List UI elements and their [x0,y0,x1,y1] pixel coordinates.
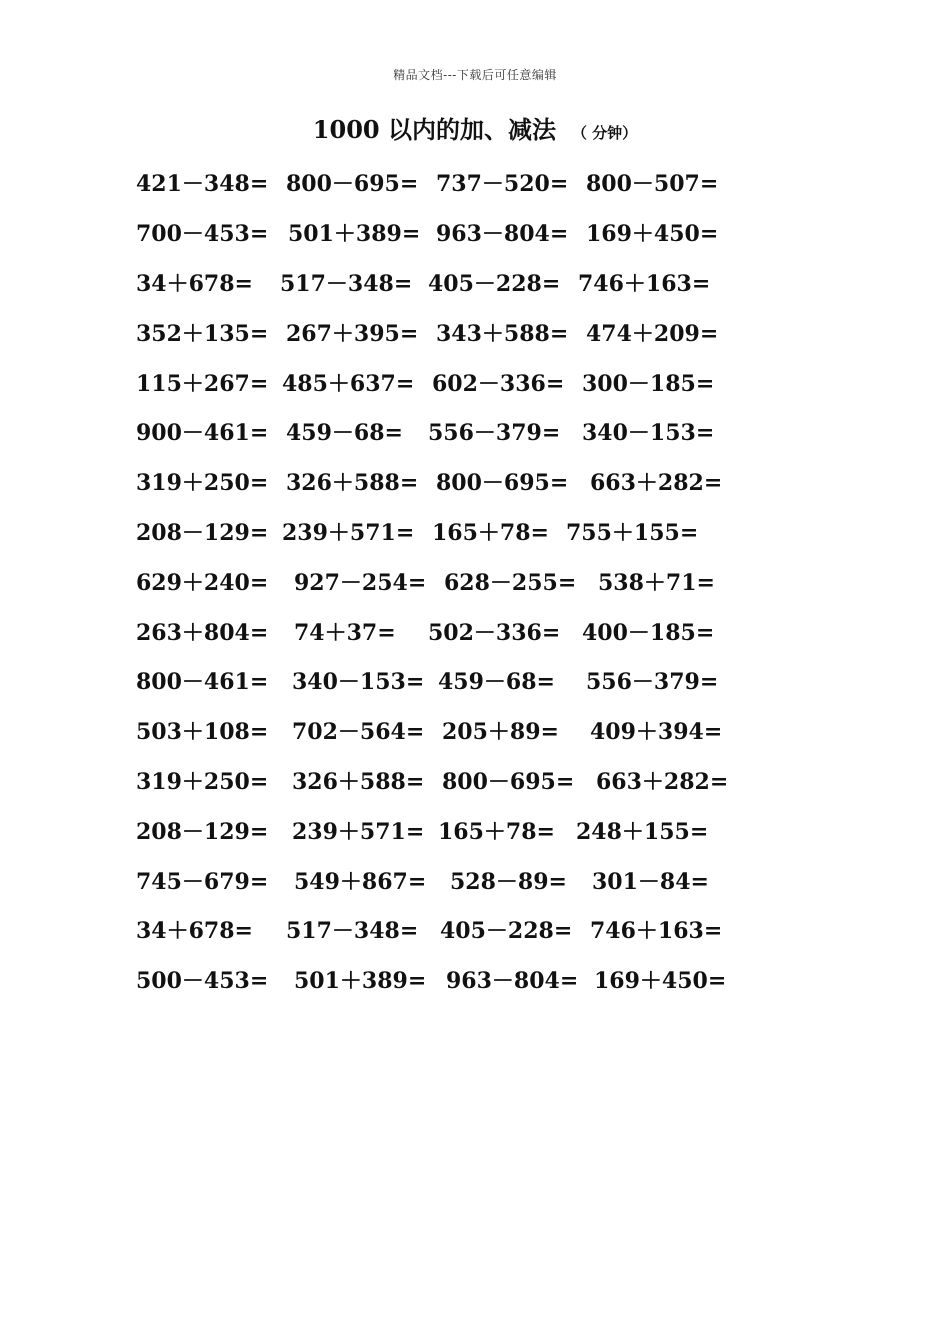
problem-row [136,407,776,457]
problem-item: 702－564= [292,719,425,746]
problem-item: 169＋450= [586,221,719,248]
problem-row [136,706,776,756]
page-title [0,110,950,145]
problem-item: 474＋209= [586,320,719,347]
problem-item: 745－679= [136,868,269,895]
problem-item: 340－153= [292,669,425,696]
problem-item: 503＋108= [136,719,269,746]
problem-item: 319＋250= [136,470,269,497]
problem-item: 326＋588= [286,470,419,497]
problem-item: 629＋240= [136,569,269,596]
problem-item: 500－453= [136,968,269,995]
problem-item: 400－185= [582,619,715,646]
problem-item: 800－695= [442,768,575,795]
problem-item: 165＋78= [438,818,555,845]
problem-item: 963－804= [446,968,579,995]
problem-item: 115＋267= [136,370,269,397]
problem-item: 900－461= [136,420,269,447]
problem-item: 340－153= [582,420,715,447]
problem-row [136,656,776,706]
problem-item: 663＋282= [596,768,729,795]
problem-item: 963－804= [436,221,569,248]
problem-item: 34＋678= [136,918,253,945]
problem-item: 602－336= [432,370,565,397]
problem-item: 517－348= [280,270,413,297]
problem-item: 501＋389= [288,221,421,248]
problem-item: 800－695= [436,470,569,497]
problem-item: 502－336= [428,619,561,646]
problem-item: 528－89= [450,868,567,895]
problem-grid [136,158,776,1005]
problem-item: 755＋155= [566,519,699,546]
problem-item: 800－695= [286,171,419,198]
problem-item: 409＋394= [590,719,723,746]
problem-item: 208－129= [136,519,269,546]
title-main: 1000 以内的加、减法 [312,115,556,144]
problem-item: 405－228= [440,918,573,945]
problem-item: 746＋163= [578,270,711,297]
problem-row [136,905,776,955]
problem-item: 319＋250= [136,768,269,795]
problem-item: 239＋571= [282,519,415,546]
problem-row [136,258,776,308]
problem-item: 169＋450= [594,968,727,995]
problem-row [136,158,776,208]
problem-item: 737－520= [436,171,569,198]
problem-item: 263＋804= [136,619,269,646]
problem-item: 927－254= [294,569,427,596]
problem-item: 746＋163= [590,918,723,945]
problem-row [136,357,776,407]
problem-item: 538＋71= [598,569,715,596]
problem-row [136,756,776,806]
problem-item: 549＋867= [294,868,427,895]
problem-row [136,457,776,507]
problem-item: 74＋37= [294,619,396,646]
problem-row [136,307,776,357]
problem-item: 556－379= [428,420,561,447]
problem-item: 205＋89= [442,719,559,746]
problem-item: 501＋389= [294,968,427,995]
problem-row [136,606,776,656]
problem-row [136,855,776,905]
page-header: 精品文档---下载后可任意编辑 [393,68,557,82]
problem-item: 459－68= [286,420,403,447]
problem-item: 248＋155= [576,818,709,845]
problem-item: 485＋637= [282,370,415,397]
problem-item: 165＋78= [432,519,549,546]
problem-item: 800－461= [136,669,269,696]
problem-item: 421－348= [136,171,269,198]
problem-item: 239＋571= [292,818,425,845]
problem-item: 300－185= [582,370,715,397]
problem-item: 800－507= [586,171,719,198]
problem-item: 700－453= [136,221,269,248]
problem-item: 301－84= [592,868,709,895]
problem-row [136,955,776,1005]
problem-item: 628－255= [444,569,577,596]
problem-row [136,208,776,258]
problem-item: 267＋395= [286,320,419,347]
problem-item: 556－379= [586,669,719,696]
problem-item: 663＋282= [590,470,723,497]
problem-item: 459－68= [438,669,555,696]
problem-item: 405－228= [428,270,561,297]
problem-item: 208－129= [136,818,269,845]
problem-item: 326＋588= [292,768,425,795]
title-time-note: （ 分钟） [571,124,638,142]
problem-item: 34＋678= [136,270,253,297]
problem-item: 343＋588= [436,320,569,347]
problem-item: 352＋135= [136,320,269,347]
problem-row [136,805,776,855]
problem-item: 517－348= [286,918,419,945]
problem-row [136,556,776,606]
problem-row [136,507,776,557]
